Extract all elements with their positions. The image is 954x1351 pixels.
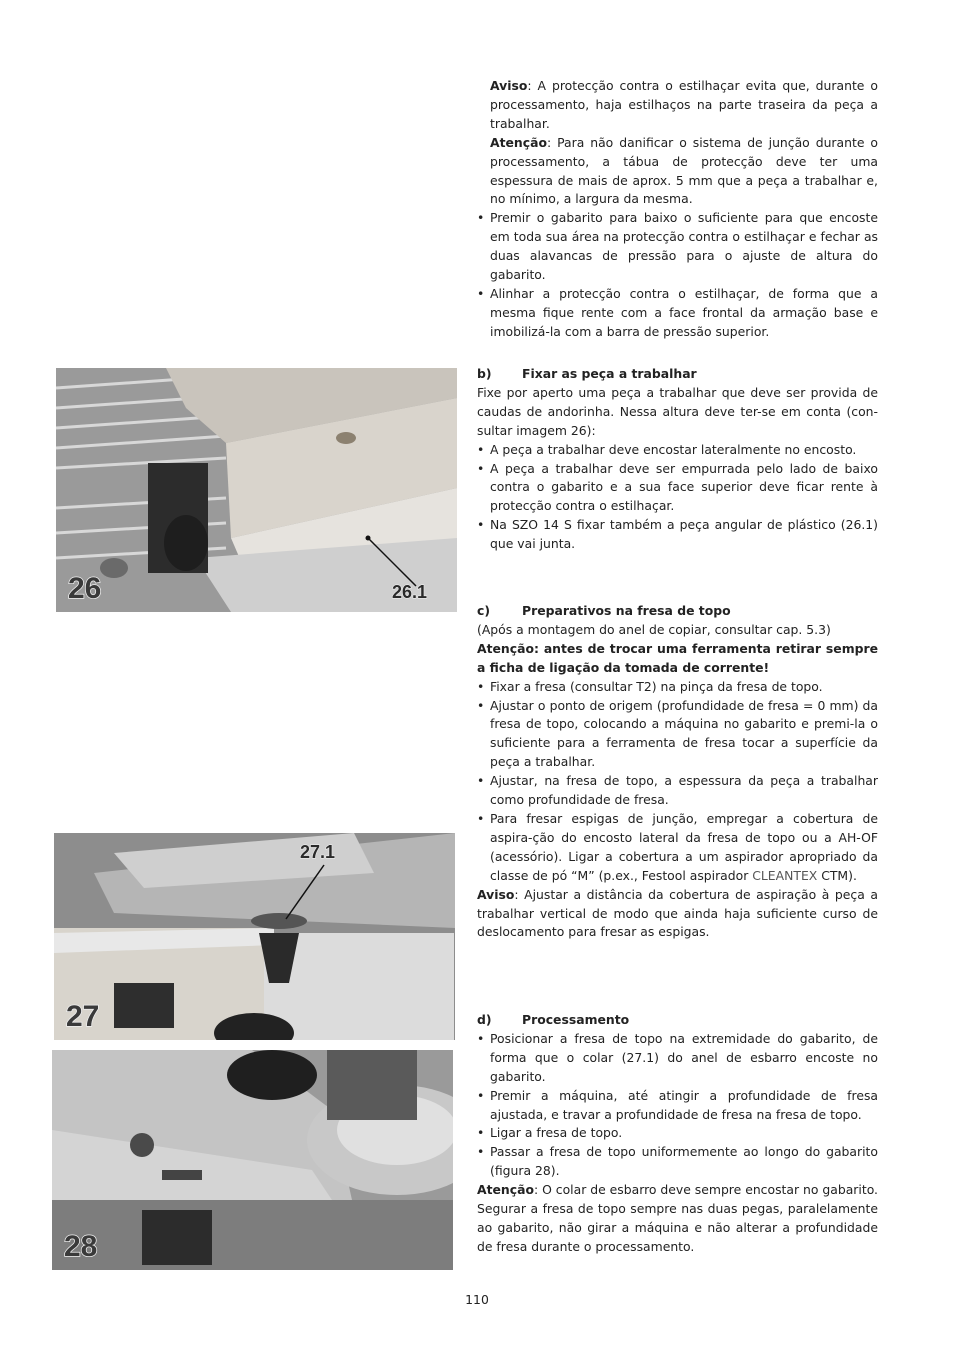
atencao-text: : O colar de esbarro deve sempre encostar no gabarito. Segurar a fresa de topo sempre nas duas pegas, paralelamente ao gabarito, não girar a máquina e não alterar a profundidade de fresa durante o processamento.	[477, 1182, 878, 1254]
page-number: 110	[465, 1292, 489, 1307]
section-b-number: b)	[477, 366, 492, 381]
section-d-title: Processamento	[522, 1012, 630, 1027]
section-c-heading	[477, 602, 878, 621]
callout-27-1: 27.1	[300, 842, 336, 862]
section-c-warning: Atenção: antes de trocar uma ferramenta retirar sempre a ficha de ligação da tomada de corrente!	[477, 640, 878, 675]
section-c-number: c)	[477, 603, 491, 618]
figure-27-photo	[54, 833, 455, 1040]
section-c-aviso	[477, 886, 878, 943]
figure-27	[54, 833, 455, 1040]
figure-28-photo	[52, 1050, 453, 1270]
section-b-title: Fixar as peça a trabalhar	[522, 366, 697, 381]
aviso-text: : Ajustar a distância da cobertura de aspiração à peça a trabalhar vertical de modo que ainda haja suficiente curso de deslocamento para fresar as espigas.	[477, 886, 878, 940]
list-item: • Alinhar a protecção contra o estilhaçar, de forma que a mesma fique rente com a face frontal da armação base e imobilizá-la com a barra de pressão superior.	[477, 285, 878, 342]
callout-26-1: 26.1	[392, 582, 428, 602]
list-item: • A peça a trabalhar deve encostar lateralmente no encosto.	[477, 441, 878, 460]
list-item-text-end: CTM).	[817, 867, 857, 883]
aviso-paragraph	[477, 77, 878, 134]
figure-28	[52, 1050, 453, 1270]
section-c-intro: (Após a montagem do anel de copiar, consultar cap. 5.3)	[477, 621, 831, 637]
brand-name: CLEANTEX	[752, 867, 818, 883]
section-b-heading	[477, 365, 878, 384]
list-item: • Ligar a fresa de topo.	[477, 1124, 878, 1143]
section-c	[477, 602, 878, 942]
list-item: • Passar a fresa de topo uniformemente ao longo do gabarito (figura 28).	[477, 1143, 878, 1181]
list-item-text: Para fresar espigas de junção, empregar a cobertura de aspira-ção do encosto lateral da fresa de topo ou a AH-OF (acessório). Ligar a cobertura a um aspirador apropriado da classe de pó “M” (p.ex., Festool aspirador	[490, 810, 878, 883]
section-b	[477, 365, 878, 554]
list-item: • Fixar a fresa (consultar T2) na pinça da fresa de topo.	[477, 678, 878, 697]
figure-28-number: 28	[64, 1230, 98, 1263]
aviso-text: : A protecção contra o estilhaçar evita que, durante o processamento, haja estilhaços na parte traseira da peça a trabalhar.	[490, 78, 878, 131]
list-item: • Premir a máquina, até atingir a profundidade de fresa ajustada, e travar a profundidade de fresa na fresa de topo.	[477, 1087, 878, 1125]
list-item: • A peça a trabalhar deve ser empurrada pelo lado de baixo contra o gabarito e a sua face superior deve ficar rente à protecção contra o estilhaçar.	[477, 460, 878, 517]
atencao-label: Atenção	[477, 1182, 534, 1198]
list-item: • Premir o gabarito para baixo o suficiente para que encoste em toda sua área na protecção contra o estilhaçar e fechar as duas alavancas de pressão para o ajuste de altura do gabarito.	[477, 209, 878, 285]
figure-26-photo	[56, 368, 457, 612]
list-item: • Ajustar, na fresa de topo, a espessura da peça a trabalhar como profundidade de fresa.	[477, 772, 878, 810]
section-c-title: Preparativos na fresa de topo	[522, 603, 731, 618]
section-d-heading	[477, 1011, 878, 1030]
section-d-atencao	[477, 1181, 878, 1257]
figure-26	[56, 368, 457, 612]
atencao-paragraph	[477, 134, 878, 210]
section-d-number: d)	[477, 1012, 492, 1027]
atencao-label: Atenção	[490, 134, 547, 150]
intro-block	[477, 77, 878, 342]
list-item: • Ajustar o ponto de origem (profundidade de fresa = 0 mm) da fresa de topo, colocando a máquina no gabarito e premi-la o suficiente para a ferramenta de fresa tocar a superfície da peça a trabalhar.	[477, 697, 878, 773]
atencao-text: : Para não danificar o sistema de junção durante o processamento, a tábua de protecção deve ter uma espessura de mais de aprox. 5 mm que a peça a trabalhar e, no mínimo, a largura da mesma.	[490, 134, 878, 207]
aviso-label: Aviso	[490, 78, 528, 93]
list-item: • Posicionar a fresa de topo na extremidade do gabarito, de forma que o colar (27.1) do anel de esbarro encoste no gabarito.	[477, 1030, 878, 1087]
list-item	[477, 810, 878, 886]
figure-26-number: 26	[68, 572, 102, 605]
section-d	[477, 1011, 878, 1257]
figure-27-number: 27	[66, 1000, 100, 1033]
aviso-label: Aviso	[477, 886, 515, 902]
list-item: • Na SZO 14 S fixar também a peça angular de plástico (26.1) que vai junta.	[477, 516, 878, 554]
section-b-intro: Fixe por aperto uma peça a trabalhar que deve ser provida de caudas de andorinha. Nessa altura deve ter-se em conta (con-sultar imagem 26):	[477, 384, 878, 438]
